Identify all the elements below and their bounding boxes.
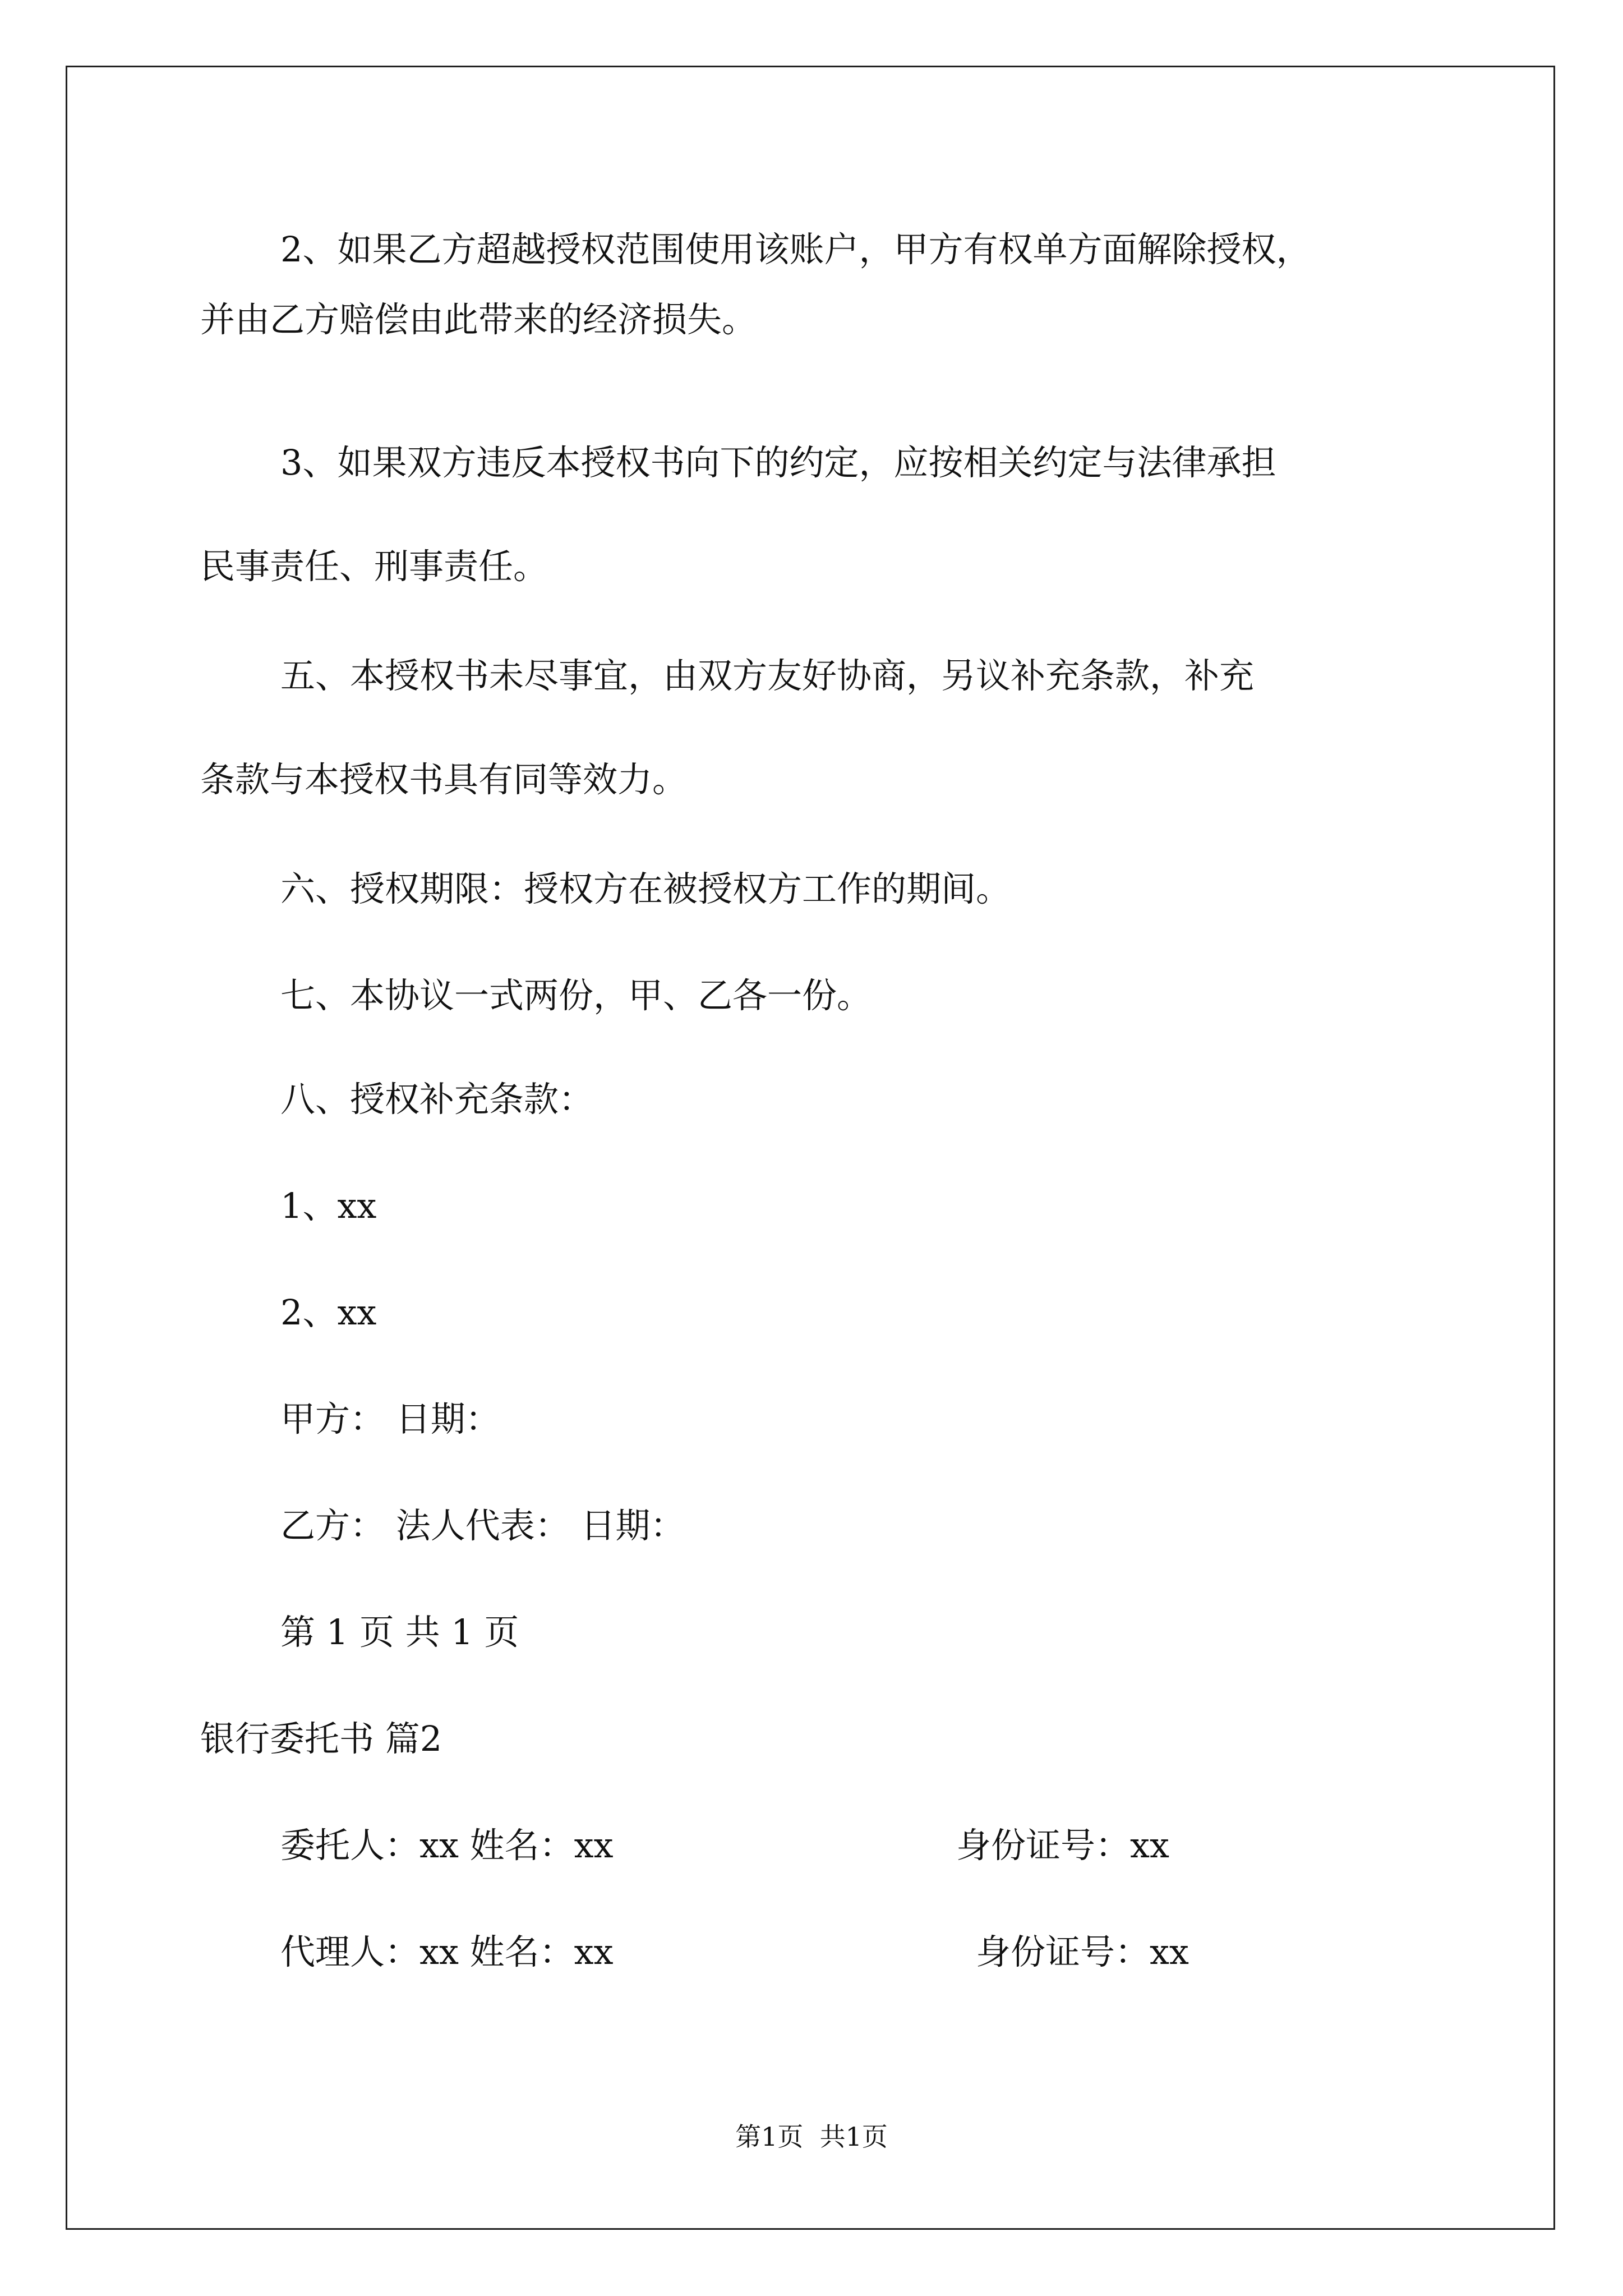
clause-6: 六、授权期限：授权方在被授权方工作的期间。 <box>280 868 1011 909</box>
clause-8: 八、授权补充条款： <box>280 1079 594 1120</box>
supplement-item-1: 1、xx <box>280 1185 377 1226</box>
supplement-item-2: 2、xx <box>280 1292 377 1333</box>
page-footer: 第1页 共1页 <box>735 2122 888 2152</box>
clause-5-line-1: 五、本授权书未尽事宜，由双方友好协商，另议补充条款，补充 <box>280 655 1255 696</box>
principal-line: 委托人：xx 姓名：xx <box>280 1825 614 1866</box>
paragraph-2-line-2: 并由乙方赔偿由此带来的经济损失。 <box>200 299 757 340</box>
clause-5-line-2: 条款与本授权书具有同等效力。 <box>200 759 688 800</box>
page-count-line: 第 1 页 共 1 页 <box>280 1612 519 1653</box>
paragraph-3-line-2: 民事责任、刑事责任。 <box>200 546 548 587</box>
party-b-signature-line: 乙方： 法人代表： 日期： <box>280 1505 685 1546</box>
paragraph-3-line-1: 3、如果双方违反本授权书向下的约定，应按相关约定与法律承担 <box>280 442 1276 483</box>
clause-7: 七、本协议一式两份，甲、乙各一份。 <box>280 975 872 1016</box>
page-border <box>66 66 1555 2230</box>
agent-line: 代理人：xx 姓名：xx <box>280 1931 614 1972</box>
paragraph-2-line-1: 2、如果乙方超越授权范围使用该账户，甲方有权单方面解除授权， <box>280 229 1311 270</box>
section-title: 银行委托书 篇2 <box>200 1718 442 1759</box>
agent-id: 身份证号：xx <box>976 1931 1189 1972</box>
principal-id: 身份证号：xx <box>956 1825 1169 1866</box>
party-a-signature-line: 甲方： 日期： <box>280 1398 500 1439</box>
